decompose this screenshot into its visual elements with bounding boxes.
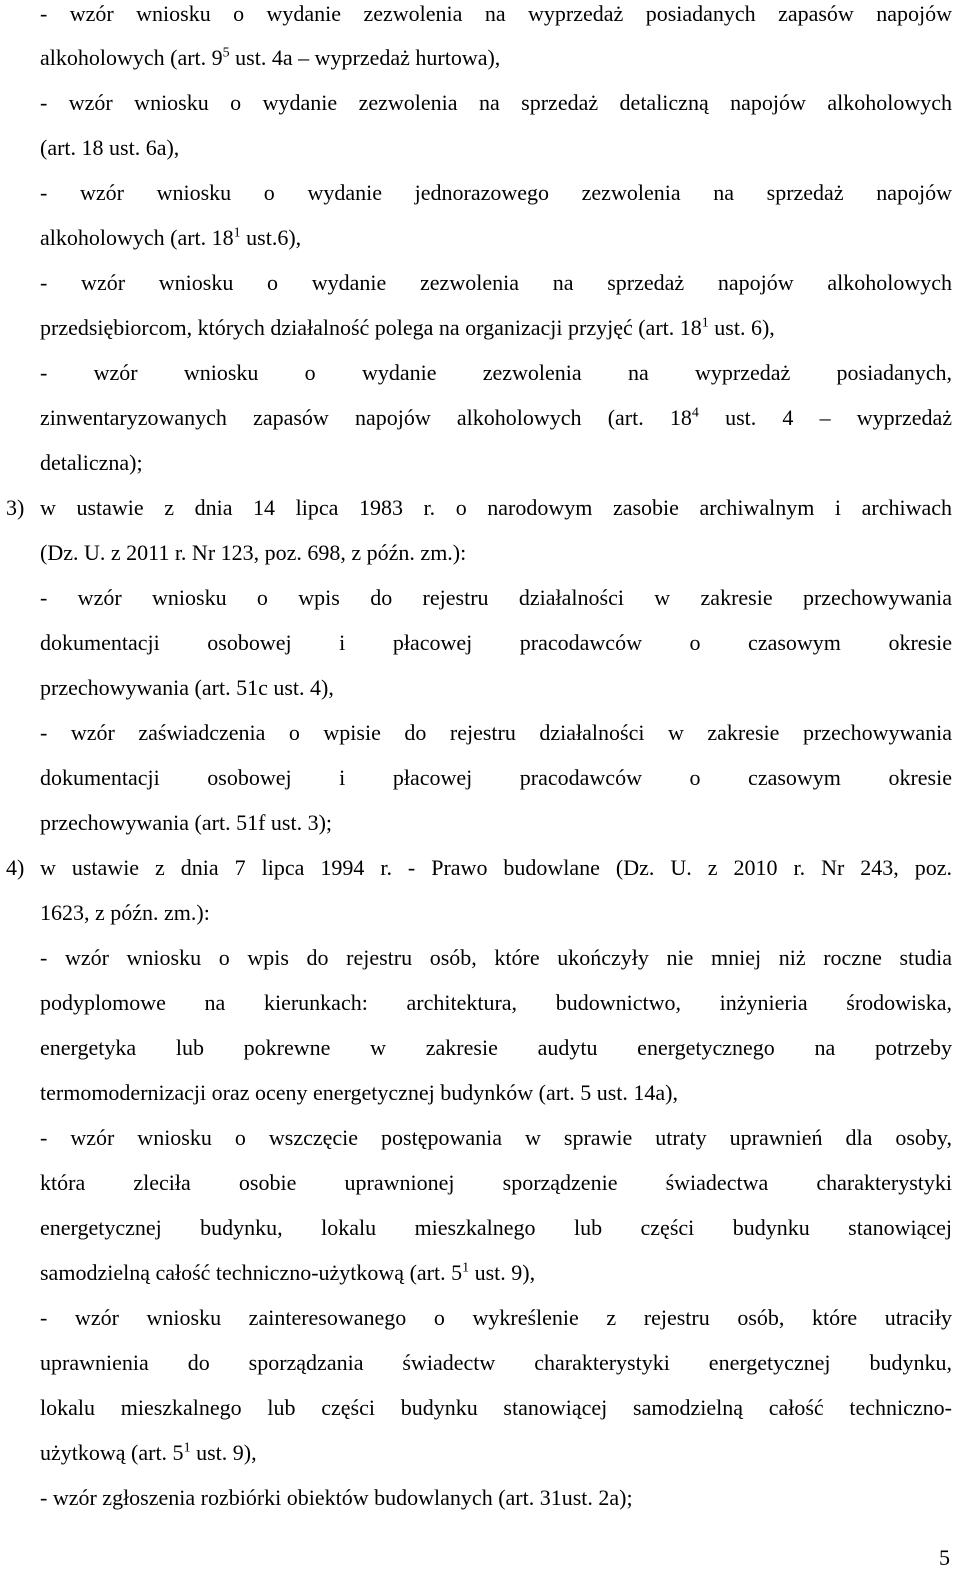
superscript: 1	[233, 225, 241, 241]
text-line-7: - wzór wniosku o wydanie zezwolenia na sprzedaż napojów alkoholowych	[40, 270, 952, 295]
text-line-20: w ustawie z dnia 7 lipca 1994 r. - Prawo budowlane (Dz. U. z 2010 r. Nr 243, poz.	[40, 855, 952, 880]
text-line-32: lokalu mieszkalnego lub części budynku stanowiącej samodzielną całość techniczno-	[40, 1395, 952, 1420]
text-line-3: - wzór wniosku o wydanie zezwolenia na sprzedaż detaliczną napojów alkoholowych	[40, 90, 952, 115]
text-line-25: termomodernizacji oraz oceny energetycznej budynków (art. 5 ust. 14a),	[40, 1080, 678, 1105]
text-line-26: - wzór wniosku o wszczęcie postępowania w sprawie utraty uprawnień dla osoby,	[40, 1125, 952, 1150]
superscript: 4	[691, 405, 699, 421]
text-line-16: przechowywania (art. 51c ust. 4),	[40, 675, 334, 700]
text-line-2: alkoholowych (art. $9^5$ ust. 4a – wyprzedaż hurtowa),	[40, 45, 501, 70]
page-number: 5	[939, 1545, 950, 1570]
list-number-3: 3)	[6, 495, 25, 520]
text-line-13: (Dz. U. z 2011 r. Nr 123, poz. 698, z późn. zm.):	[40, 540, 467, 565]
text-line-33: użytkową (art. $5^1$ ust. 9),	[40, 1440, 257, 1465]
text-line-18: dokumentacji osobowej i płacowej pracodawców o czasowym okresie	[40, 765, 952, 790]
text-line-28: energetycznej budynku, lokalu mieszkalnego lub części budynku stanowiącej	[40, 1215, 952, 1240]
text-line-12: w ustawie z dnia 14 lipca 1983 r. o narodowym zasobie archiwalnym i archiwach	[40, 495, 952, 520]
text-line-27: która zleciła osobie uprawnionej sporządzenie świadectwa charakterystyki	[40, 1170, 952, 1195]
text-line-10: zinwentaryzowanych zapasów napojów alkoholowych (art. $18^4$ ust. 4 – wyprzedaż	[40, 405, 952, 430]
text-line-19: przechowywania (art. 51f ust. 3);	[40, 810, 333, 835]
text-line-24: energetyka lub pokrewne w zakresie audytu energetycznego na potrzeby	[40, 1035, 952, 1060]
text-line-29: samodzielną całość techniczno-użytkową (art. $5^1$ ust. 9),	[40, 1260, 536, 1285]
text-line-1: - wzór wniosku o wydanie zezwolenia na wyprzedaż posiadanych zapasów napojów	[40, 1, 952, 26]
text-line-5: - wzór wniosku o wydanie jednorazowego zezwolenia na sprzedaż napojów	[40, 180, 952, 205]
list-number-4: 4)	[6, 855, 25, 880]
text-line-23: podyplomowe na kierunkach: architektura, budownictwo, inżynieria środowiska,	[40, 990, 952, 1015]
text-line-22: - wzór wniosku o wpis do rejestru osób, które ukończyły nie mniej niż roczne studia	[40, 945, 952, 970]
text-line-31: uprawnienia do sporządzania świadectw charakterystyki energetycznej budynku,	[40, 1350, 952, 1375]
text-line-21: 1623, z późn. zm.):	[40, 900, 210, 925]
text-line-30: - wzór wniosku zainteresowanego o wykreślenie z rejestru osób, które utraciły	[40, 1305, 952, 1330]
text-line-34: - wzór zgłoszenia rozbiórki obiektów budowlanych (art. 31ust. 2a);	[40, 1485, 633, 1510]
text-line-6: alkoholowych (art. $18^1$ ust.6),	[40, 225, 302, 250]
text-line-15: dokumentacji osobowej i płacowej pracodawców o czasowym okresie	[40, 630, 952, 655]
text-line-4: (art. 18 ust. 6a),	[40, 135, 180, 160]
text-line-17: - wzór zaświadczenia o wpisie do rejestru działalności w zakresie przechowywania	[40, 720, 952, 745]
text-line-14: - wzór wniosku o wpis do rejestru działalności w zakresie przechowywania	[40, 585, 952, 610]
superscript: 1	[701, 315, 709, 331]
superscript: 5	[222, 45, 230, 61]
text-line-8: przedsiębiorcom, których działalność polega na organizacji przyjęć (art. $18^1$ ust. 6),	[40, 315, 775, 340]
text-line-11: detaliczna);	[40, 450, 143, 475]
superscript: 1	[183, 1440, 191, 1456]
text-line-9: - wzór wniosku o wydanie zezwolenia na wyprzedaż posiadanych,	[40, 360, 952, 385]
superscript: 1	[462, 1260, 470, 1276]
